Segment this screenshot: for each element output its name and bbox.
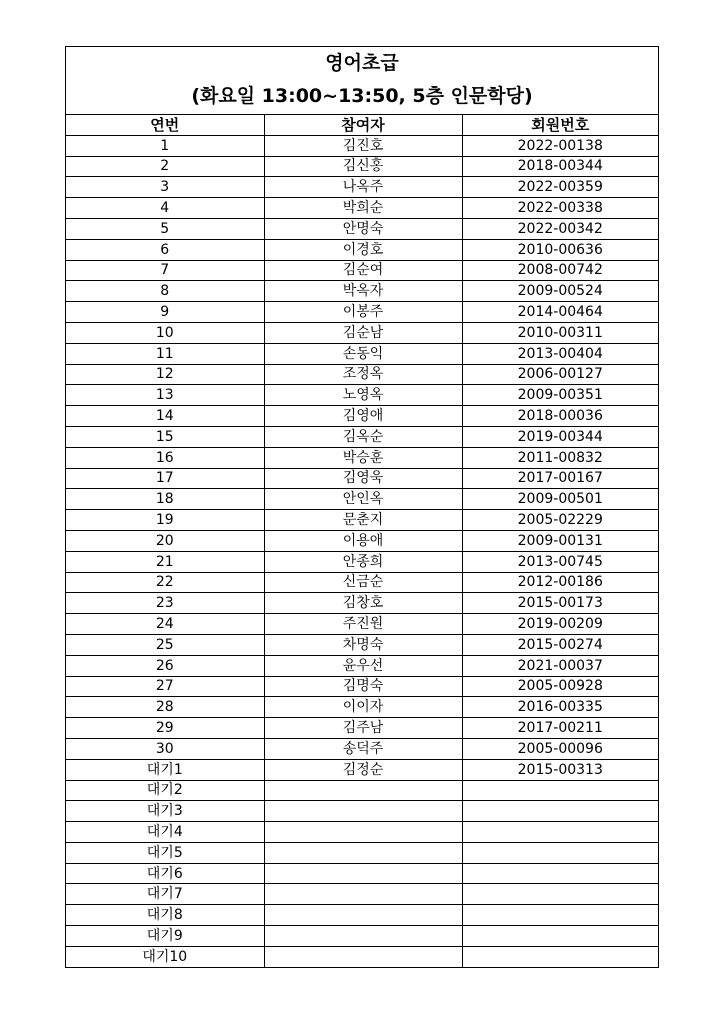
title-block bbox=[66, 47, 658, 115]
participant-name: 차명숙 bbox=[264, 634, 462, 655]
row-number: 대기9 bbox=[66, 926, 264, 947]
member-id: 2006-00127 bbox=[462, 364, 658, 385]
participant-name: 안인옥 bbox=[264, 489, 462, 510]
table-row bbox=[66, 946, 658, 966]
participant-name: 박승훈 bbox=[264, 447, 462, 468]
table-row bbox=[66, 239, 658, 260]
row-number: 15 bbox=[66, 426, 264, 447]
row-number: 25 bbox=[66, 634, 264, 655]
row-number: 3 bbox=[66, 177, 264, 198]
participant-name: 김주남 bbox=[264, 718, 462, 739]
table-row bbox=[66, 926, 658, 947]
participant-name: 김영욱 bbox=[264, 468, 462, 489]
participant-name bbox=[264, 946, 462, 966]
member-id: 2018-00036 bbox=[462, 406, 658, 427]
participant-name: 김영애 bbox=[264, 406, 462, 427]
row-number: 대기4 bbox=[66, 822, 264, 843]
row-number: 대기6 bbox=[66, 863, 264, 884]
member-id: 2017-00167 bbox=[462, 468, 658, 489]
class-title: 영어초급 bbox=[325, 52, 399, 74]
participant-table bbox=[66, 115, 658, 967]
participant-name: 김순여 bbox=[264, 260, 462, 281]
row-number: 9 bbox=[66, 302, 264, 323]
row-number: 11 bbox=[66, 343, 264, 364]
table-row bbox=[66, 842, 658, 863]
member-id: 2009-00501 bbox=[462, 489, 658, 510]
member-id: 2005-00096 bbox=[462, 738, 658, 759]
table-row bbox=[66, 198, 658, 219]
table-row bbox=[66, 322, 658, 343]
row-number: 8 bbox=[66, 281, 264, 302]
table-row bbox=[66, 551, 658, 572]
participant-name: 안명숙 bbox=[264, 218, 462, 239]
row-number: 대기7 bbox=[66, 884, 264, 905]
table-row bbox=[66, 385, 658, 406]
member-id: 2013-00404 bbox=[462, 343, 658, 364]
member-id: 2009-00351 bbox=[462, 385, 658, 406]
participant-name bbox=[264, 842, 462, 863]
table-row bbox=[66, 614, 658, 635]
member-id: 2018-00344 bbox=[462, 156, 658, 177]
participant-name: 김정순 bbox=[264, 759, 462, 780]
row-number: 26 bbox=[66, 655, 264, 676]
table-row bbox=[66, 863, 658, 884]
table-row bbox=[66, 697, 658, 718]
row-number: 6 bbox=[66, 239, 264, 260]
member-id: 2021-00037 bbox=[462, 655, 658, 676]
member-id: 2022-00359 bbox=[462, 177, 658, 198]
participant-name: 주진원 bbox=[264, 614, 462, 635]
row-number: 1 bbox=[66, 135, 264, 156]
member-id bbox=[462, 946, 658, 966]
table-row bbox=[66, 281, 658, 302]
row-number: 대기5 bbox=[66, 842, 264, 863]
participant-name: 박옥자 bbox=[264, 281, 462, 302]
table-row bbox=[66, 593, 658, 614]
row-number: 27 bbox=[66, 676, 264, 697]
participant-name: 윤우선 bbox=[264, 655, 462, 676]
participant-name bbox=[264, 905, 462, 926]
participant-name: 김창호 bbox=[264, 593, 462, 614]
table-row bbox=[66, 156, 658, 177]
table-row bbox=[66, 905, 658, 926]
participant-name: 김진호 bbox=[264, 135, 462, 156]
participant-name: 나옥주 bbox=[264, 177, 462, 198]
row-number: 대기3 bbox=[66, 801, 264, 822]
member-id bbox=[462, 842, 658, 863]
table-row bbox=[66, 260, 658, 281]
member-id bbox=[462, 884, 658, 905]
participant-name: 이경호 bbox=[264, 239, 462, 260]
participant-name: 손동익 bbox=[264, 343, 462, 364]
row-number: 14 bbox=[66, 406, 264, 427]
participant-name bbox=[264, 863, 462, 884]
table-row bbox=[66, 177, 658, 198]
row-number: 20 bbox=[66, 530, 264, 551]
row-number: 대기2 bbox=[66, 780, 264, 801]
participant-name: 박희순 bbox=[264, 198, 462, 219]
table-row bbox=[66, 884, 658, 905]
member-id: 2008-00742 bbox=[462, 260, 658, 281]
table-row bbox=[66, 364, 658, 385]
row-number: 대기10 bbox=[66, 946, 264, 966]
row-number: 22 bbox=[66, 572, 264, 593]
member-id: 2022-00342 bbox=[462, 218, 658, 239]
row-number: 21 bbox=[66, 551, 264, 572]
table-body bbox=[66, 135, 658, 966]
column-header-number: 연번 bbox=[66, 115, 264, 135]
member-id: 2005-00928 bbox=[462, 676, 658, 697]
member-id: 2019-00209 bbox=[462, 614, 658, 635]
member-id bbox=[462, 780, 658, 801]
row-number: 19 bbox=[66, 510, 264, 531]
participant-name: 조정옥 bbox=[264, 364, 462, 385]
row-number: 17 bbox=[66, 468, 264, 489]
participant-name: 문춘지 bbox=[264, 510, 462, 531]
row-number: 5 bbox=[66, 218, 264, 239]
row-number: 2 bbox=[66, 156, 264, 177]
table-row bbox=[66, 759, 658, 780]
participant-name: 김신홍 bbox=[264, 156, 462, 177]
participant-name: 신금순 bbox=[264, 572, 462, 593]
table-row bbox=[66, 343, 658, 364]
member-id bbox=[462, 926, 658, 947]
row-number: 10 bbox=[66, 322, 264, 343]
member-id: 2012-00186 bbox=[462, 572, 658, 593]
column-header-member-id: 회원번호 bbox=[462, 115, 658, 135]
table-row bbox=[66, 572, 658, 593]
table-row bbox=[66, 426, 658, 447]
row-number: 대기1 bbox=[66, 759, 264, 780]
table-row bbox=[66, 218, 658, 239]
participant-name: 송덕주 bbox=[264, 738, 462, 759]
header-row bbox=[66, 115, 658, 135]
member-id bbox=[462, 905, 658, 926]
member-id: 2019-00344 bbox=[462, 426, 658, 447]
table-row bbox=[66, 510, 658, 531]
member-id: 2013-00745 bbox=[462, 551, 658, 572]
member-id: 2017-00211 bbox=[462, 718, 658, 739]
table-row bbox=[66, 738, 658, 759]
member-id: 2022-00338 bbox=[462, 198, 658, 219]
member-id: 2015-00173 bbox=[462, 593, 658, 614]
row-number: 7 bbox=[66, 260, 264, 281]
member-id: 2009-00131 bbox=[462, 530, 658, 551]
member-id bbox=[462, 822, 658, 843]
participant-name bbox=[264, 801, 462, 822]
participant-name: 김옥순 bbox=[264, 426, 462, 447]
member-id: 2005-02229 bbox=[462, 510, 658, 531]
row-number: 16 bbox=[66, 447, 264, 468]
member-id: 2015-00313 bbox=[462, 759, 658, 780]
roster-sheet bbox=[65, 46, 659, 968]
member-id: 2022-00138 bbox=[462, 135, 658, 156]
row-number: 18 bbox=[66, 489, 264, 510]
row-number: 30 bbox=[66, 738, 264, 759]
participant-name bbox=[264, 926, 462, 947]
table-row bbox=[66, 406, 658, 427]
table-row bbox=[66, 780, 658, 801]
table-row bbox=[66, 447, 658, 468]
table-row bbox=[66, 135, 658, 156]
member-id: 2014-00464 bbox=[462, 302, 658, 323]
table-row bbox=[66, 489, 658, 510]
row-number: 12 bbox=[66, 364, 264, 385]
participant-name: 이이자 bbox=[264, 697, 462, 718]
participant-name: 김순남 bbox=[264, 322, 462, 343]
participant-name bbox=[264, 822, 462, 843]
row-number: 29 bbox=[66, 718, 264, 739]
table-row bbox=[66, 718, 658, 739]
table-row bbox=[66, 655, 658, 676]
row-number: 28 bbox=[66, 697, 264, 718]
participant-name bbox=[264, 884, 462, 905]
row-number: 4 bbox=[66, 198, 264, 219]
member-id: 2016-00335 bbox=[462, 697, 658, 718]
class-schedule: (화요일 13:00~13:50, 5층 인문학당) bbox=[191, 85, 533, 107]
table-row bbox=[66, 634, 658, 655]
table-row bbox=[66, 801, 658, 822]
participant-name: 김명숙 bbox=[264, 676, 462, 697]
member-id: 2015-00274 bbox=[462, 634, 658, 655]
participant-name: 이용애 bbox=[264, 530, 462, 551]
row-number: 대기8 bbox=[66, 905, 264, 926]
member-id bbox=[462, 801, 658, 822]
table-row bbox=[66, 302, 658, 323]
table-row bbox=[66, 530, 658, 551]
participant-name bbox=[264, 780, 462, 801]
row-number: 24 bbox=[66, 614, 264, 635]
member-id: 2009-00524 bbox=[462, 281, 658, 302]
participant-name: 이봉주 bbox=[264, 302, 462, 323]
participant-name: 노영옥 bbox=[264, 385, 462, 406]
row-number: 23 bbox=[66, 593, 264, 614]
table-row bbox=[66, 676, 658, 697]
member-id: 2010-00311 bbox=[462, 322, 658, 343]
column-header-participant: 참여자 bbox=[264, 115, 462, 135]
member-id: 2010-00636 bbox=[462, 239, 658, 260]
row-number: 13 bbox=[66, 385, 264, 406]
table-row bbox=[66, 822, 658, 843]
table-row bbox=[66, 468, 658, 489]
participant-name: 안종희 bbox=[264, 551, 462, 572]
member-id: 2011-00832 bbox=[462, 447, 658, 468]
member-id bbox=[462, 863, 658, 884]
